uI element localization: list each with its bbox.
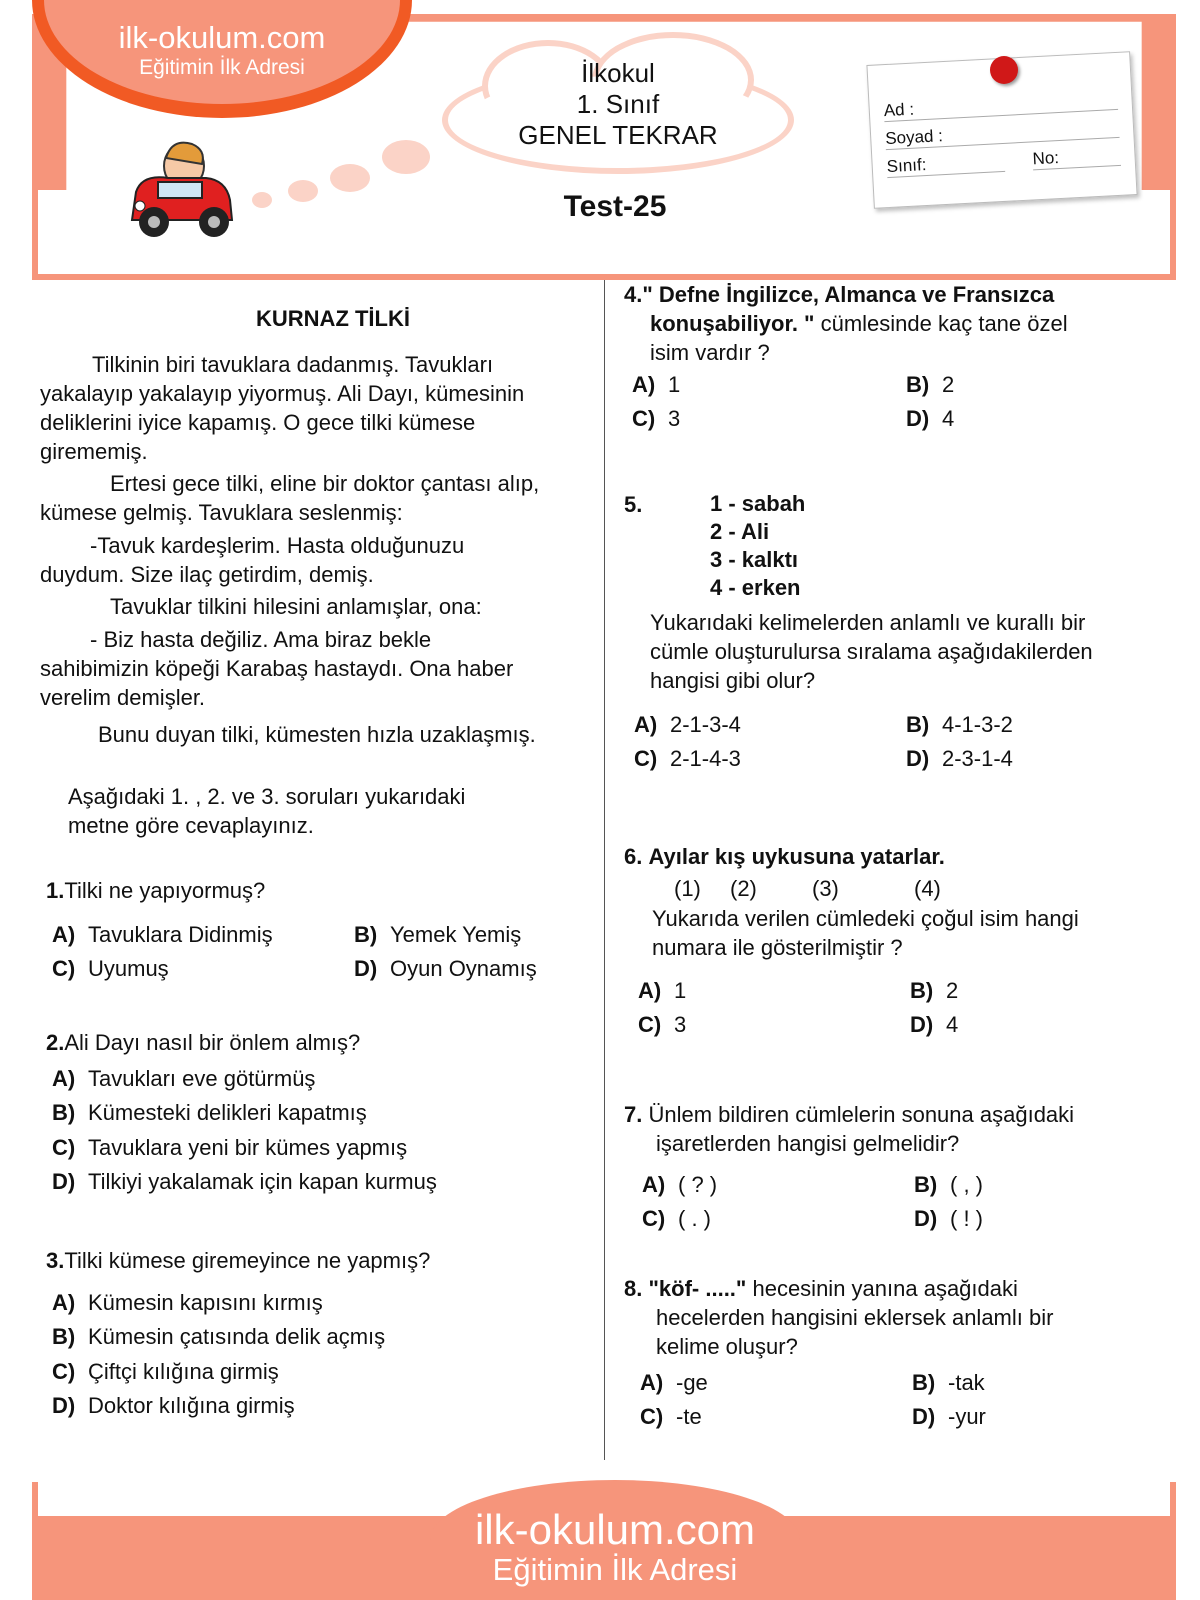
option-text: 1 bbox=[668, 372, 681, 397]
q1-option-a[interactable] bbox=[52, 920, 273, 949]
story-line: Tilkinin biri tavuklara dadanmış. Tavukları bbox=[92, 352, 494, 377]
story-line: sahibimizin köpeği Karabaş hastaydı. Ona haber bbox=[40, 656, 514, 681]
word-item: 4 - erken bbox=[710, 575, 801, 600]
title-cloud bbox=[448, 46, 788, 172]
option-text: Kümesin çatısında delik açmış bbox=[88, 1324, 386, 1349]
question-text: " Defne İngilizce, Almanca ve Fransızca bbox=[642, 282, 1055, 307]
option-letter: B) bbox=[906, 372, 930, 397]
option-letter: D) bbox=[914, 1206, 938, 1231]
option-letter: D) bbox=[910, 1012, 934, 1037]
question-text: hecesinin yanına aşağıdaki bbox=[746, 1276, 1018, 1301]
option-letter: D) bbox=[906, 746, 930, 771]
option-text: 2-1-3-4 bbox=[670, 712, 741, 737]
bubble-dot bbox=[382, 140, 430, 174]
question-text: kelime oluşur? bbox=[656, 1334, 798, 1359]
number-field[interactable]: No: bbox=[1032, 145, 1121, 171]
question-number: 1. bbox=[46, 878, 65, 903]
story-line: Tavuklar tilkini hilesini anlamışlar, ona: bbox=[110, 594, 482, 619]
question-text: cümle oluşturulursa sıralama aşağıdakilerden bbox=[650, 639, 1093, 664]
story-line: Ertesi gece tilki, eline bir doktor çantası alıp, bbox=[110, 471, 540, 496]
brand-site: ilk-okulum.com bbox=[118, 20, 326, 55]
instruction-line: metne göre cevaplayınız. bbox=[68, 813, 314, 838]
option-text: -ge bbox=[676, 1370, 708, 1395]
option-text: -yur bbox=[948, 1404, 986, 1429]
option-letter: D) bbox=[52, 1169, 76, 1194]
question-number: 2. bbox=[46, 1030, 65, 1055]
story-line: duydum. Size ilaç getirdim, demiş. bbox=[40, 562, 374, 587]
option-text: Tavuklara yeni bir kümes yapmış bbox=[88, 1135, 408, 1160]
option-text: 3 bbox=[674, 1012, 687, 1037]
question-text: Tilki kümese giremeyince ne yapmış? bbox=[64, 1248, 431, 1273]
option-letter: C) bbox=[52, 1359, 76, 1384]
name-field[interactable]: Ad : bbox=[883, 89, 1118, 122]
option-text: Yemek Yemiş bbox=[390, 922, 522, 947]
story-line: verelim demişler. bbox=[40, 685, 206, 710]
q6-option-a[interactable] bbox=[638, 976, 686, 1005]
question-text: işaretlerden hangisi gelmelidir? bbox=[656, 1131, 960, 1156]
class-field[interactable]: Sınıf: bbox=[886, 151, 1005, 178]
option-letter: D) bbox=[912, 1404, 936, 1429]
option-letter: A) bbox=[634, 712, 658, 737]
q7-option-b[interactable] bbox=[914, 1170, 983, 1199]
question-text: hecelerden hangisini eklersek anlamlı bir bbox=[656, 1305, 1054, 1330]
story-line: Bunu duyan tilki, kümesten hızla uzaklaşmış. bbox=[98, 722, 536, 747]
cloud-line-3: GENEL TEKRAR bbox=[518, 120, 718, 150]
brand-tagline: Eğitimin İlk Adresi bbox=[139, 56, 305, 79]
instruction bbox=[68, 782, 465, 840]
question-text: cümlesinde kaç tane özel bbox=[814, 311, 1068, 336]
option-letter: C) bbox=[642, 1206, 666, 1231]
question-8 bbox=[624, 1274, 1170, 1361]
option-letter: A) bbox=[52, 922, 76, 947]
option-text: Uyumuş bbox=[88, 956, 169, 981]
q3-option-b[interactable] bbox=[52, 1322, 385, 1351]
option-text: 4-1-3-2 bbox=[942, 712, 1013, 737]
q6-word-number-4: (4) bbox=[914, 876, 941, 901]
q1-option-d[interactable] bbox=[354, 954, 537, 983]
question-number: 7. bbox=[624, 1102, 643, 1127]
question-text: Ünlem bildiren cümlelerin sonuna aşağıdaki bbox=[648, 1102, 1075, 1127]
question-sentence: Ayılar kış uykusuna yatarlar. bbox=[648, 844, 945, 869]
option-text: 2-1-4-3 bbox=[670, 746, 741, 771]
question-text: Yukarıdaki kelimelerden anlamlı ve kurallı bir bbox=[650, 610, 1086, 635]
q8-option-c[interactable] bbox=[640, 1402, 702, 1431]
q7-option-c[interactable] bbox=[642, 1204, 711, 1233]
story-line: deliklerini iyice kapamış. O gece tilki kümese bbox=[40, 410, 476, 435]
cloud-line-1: İlkokul bbox=[581, 58, 655, 88]
q4-option-a[interactable] bbox=[632, 370, 680, 399]
q6-word-number-2: (2) bbox=[730, 876, 757, 901]
footer-site: ilk-okulum.com bbox=[474, 1506, 756, 1553]
q6-word-number-1: (1) bbox=[674, 876, 701, 901]
option-letter: B) bbox=[912, 1370, 936, 1395]
option-letter: B) bbox=[914, 1172, 938, 1197]
option-letter: C) bbox=[638, 1012, 662, 1037]
question-text: hangisi gibi olur? bbox=[650, 668, 816, 693]
q8-option-b[interactable] bbox=[912, 1368, 985, 1397]
q6-word-number-3: (3) bbox=[812, 876, 839, 901]
story-line: yakalayıp yakalayıp yiyormuş. Ali Dayı, kümesinin bbox=[40, 381, 525, 406]
option-text: 3 bbox=[668, 406, 681, 431]
story-text bbox=[40, 350, 600, 749]
q5-option-c[interactable] bbox=[634, 744, 741, 773]
q1-option-c[interactable] bbox=[52, 954, 169, 983]
option-text: ( ? ) bbox=[678, 1172, 718, 1197]
q5-option-b[interactable] bbox=[906, 710, 1013, 739]
q2-option-c[interactable] bbox=[52, 1133, 407, 1162]
q5-option-a[interactable] bbox=[634, 710, 741, 739]
question-text: Tilki ne yapıyormuş? bbox=[64, 878, 266, 903]
option-text: 4 bbox=[946, 1012, 959, 1037]
question-1 bbox=[46, 876, 265, 905]
q7-option-a[interactable] bbox=[642, 1170, 717, 1199]
surname-field[interactable]: Soyad : bbox=[885, 117, 1120, 150]
q8-option-a[interactable] bbox=[640, 1368, 708, 1397]
option-text: Çiftçi kılığına girmiş bbox=[88, 1359, 279, 1384]
word-item: 3 - kalktı bbox=[710, 547, 799, 572]
question-text: Ali Dayı nasıl bir önlem almış? bbox=[64, 1030, 361, 1055]
cloud-line-2: 1. Sınıf bbox=[576, 89, 660, 119]
option-text: 1 bbox=[674, 978, 687, 1003]
option-text: ( . ) bbox=[678, 1206, 711, 1231]
test-title: Test-25 bbox=[563, 190, 667, 223]
option-text: ( ! ) bbox=[950, 1206, 983, 1231]
q5-option-d[interactable] bbox=[906, 744, 1013, 773]
q6-question-text bbox=[652, 904, 1172, 962]
q3-option-a[interactable] bbox=[52, 1288, 323, 1317]
q8-option-d[interactable] bbox=[912, 1402, 986, 1431]
q6-option-b[interactable] bbox=[910, 976, 958, 1005]
column-divider bbox=[604, 280, 605, 1460]
option-letter: A) bbox=[638, 978, 662, 1003]
q2-option-a[interactable] bbox=[52, 1064, 315, 1093]
q4-option-b[interactable] bbox=[906, 370, 954, 399]
option-text: 4 bbox=[942, 406, 955, 431]
option-letter: B) bbox=[910, 978, 934, 1003]
option-text: Doktor kılığına girmiş bbox=[88, 1393, 295, 1418]
question-text: numara ile gösterilmiştir ? bbox=[652, 935, 903, 960]
q4-option-d[interactable] bbox=[906, 404, 954, 433]
bubble-dot bbox=[288, 180, 318, 202]
option-text: 2-3-1-4 bbox=[942, 746, 1013, 771]
q7-option-d[interactable] bbox=[914, 1204, 983, 1233]
word-item: 2 - Ali bbox=[710, 519, 770, 544]
question-text: konuşabiliyor. " bbox=[650, 311, 815, 336]
option-letter: B) bbox=[52, 1100, 76, 1125]
word-item: 1 - sabah bbox=[710, 491, 806, 516]
question-text: "köf- ....." bbox=[648, 1276, 747, 1301]
q6-option-d[interactable] bbox=[910, 1010, 958, 1039]
option-letter: A) bbox=[52, 1066, 76, 1091]
q2-option-d[interactable] bbox=[52, 1167, 437, 1196]
option-text: 2 bbox=[942, 372, 955, 397]
q3-option-d[interactable] bbox=[52, 1391, 295, 1420]
bubble-dot bbox=[252, 192, 272, 208]
option-letter: D) bbox=[906, 406, 930, 431]
option-letter: C) bbox=[634, 746, 658, 771]
option-letter: A) bbox=[640, 1370, 664, 1395]
question-4 bbox=[624, 280, 1164, 367]
option-text: -tak bbox=[948, 1370, 985, 1395]
q2-option-b[interactable] bbox=[52, 1098, 367, 1127]
story-line: - Biz hasta değiliz. Ama biraz bekle bbox=[90, 627, 432, 652]
q4-option-c[interactable] bbox=[632, 404, 680, 433]
question-number-5: 5. bbox=[624, 492, 643, 517]
question-2 bbox=[46, 1028, 360, 1057]
option-letter: B) bbox=[52, 1324, 76, 1349]
question-number: 4. bbox=[624, 282, 643, 307]
story-title: KURNAZ TİLKİ bbox=[256, 306, 410, 331]
question-text: isim vardır ? bbox=[650, 340, 770, 365]
option-letter: B) bbox=[906, 712, 930, 737]
q6-option-c[interactable] bbox=[638, 1010, 686, 1039]
q5-question-text bbox=[650, 608, 1170, 695]
question-3 bbox=[46, 1246, 430, 1275]
option-letter: C) bbox=[632, 406, 656, 431]
option-text: Tavukları eve götürmüş bbox=[88, 1066, 316, 1091]
bubble-dot bbox=[330, 164, 370, 192]
question-number: 3. bbox=[46, 1248, 65, 1273]
option-letter: A) bbox=[632, 372, 656, 397]
option-text: -te bbox=[676, 1404, 702, 1429]
q3-option-c[interactable] bbox=[52, 1357, 279, 1386]
push-pin-icon bbox=[990, 56, 1018, 84]
option-text: Tilkiyi yakalamak için kapan kurmuş bbox=[88, 1169, 437, 1194]
instruction-line: Aşağıdaki 1. , 2. ve 3. soruları yukarıdaki bbox=[68, 784, 466, 809]
option-text: Kümesin kapısını kırmış bbox=[88, 1290, 323, 1315]
option-letter: D) bbox=[354, 956, 378, 981]
option-letter: C) bbox=[52, 1135, 76, 1160]
option-text: Oyun Oynamış bbox=[390, 956, 537, 981]
option-text: Kümesteki delikleri kapatmış bbox=[88, 1100, 367, 1125]
story-line: kümese gelmiş. Tavuklara seslenmiş: bbox=[40, 500, 403, 525]
option-text: 2 bbox=[946, 978, 959, 1003]
question-number: 8. bbox=[624, 1276, 643, 1301]
option-letter: A) bbox=[52, 1290, 76, 1315]
option-text: ( , ) bbox=[950, 1172, 983, 1197]
option-letter: C) bbox=[640, 1404, 664, 1429]
option-letter: B) bbox=[354, 922, 378, 947]
option-text: Tavuklara Didinmiş bbox=[88, 922, 273, 947]
story-line: -Tavuk kardeşlerim. Hasta olduğunuzu bbox=[90, 533, 465, 558]
option-letter: C) bbox=[52, 956, 76, 981]
footer-tagline: Eğitimin İlk Adresi bbox=[492, 1552, 738, 1587]
option-letter: D) bbox=[52, 1393, 76, 1418]
question-6 bbox=[624, 842, 945, 871]
car-cartoon-icon bbox=[122, 128, 242, 246]
question-7 bbox=[624, 1100, 1170, 1158]
question-text: Yukarıda verilen cümledeki çoğul isim hangi bbox=[652, 906, 1079, 931]
q5-word-list bbox=[710, 490, 805, 602]
q1-option-b[interactable] bbox=[354, 920, 521, 949]
option-letter: A) bbox=[642, 1172, 666, 1197]
story-line: girememiş. bbox=[40, 439, 148, 464]
question-number: 6. bbox=[624, 844, 643, 869]
